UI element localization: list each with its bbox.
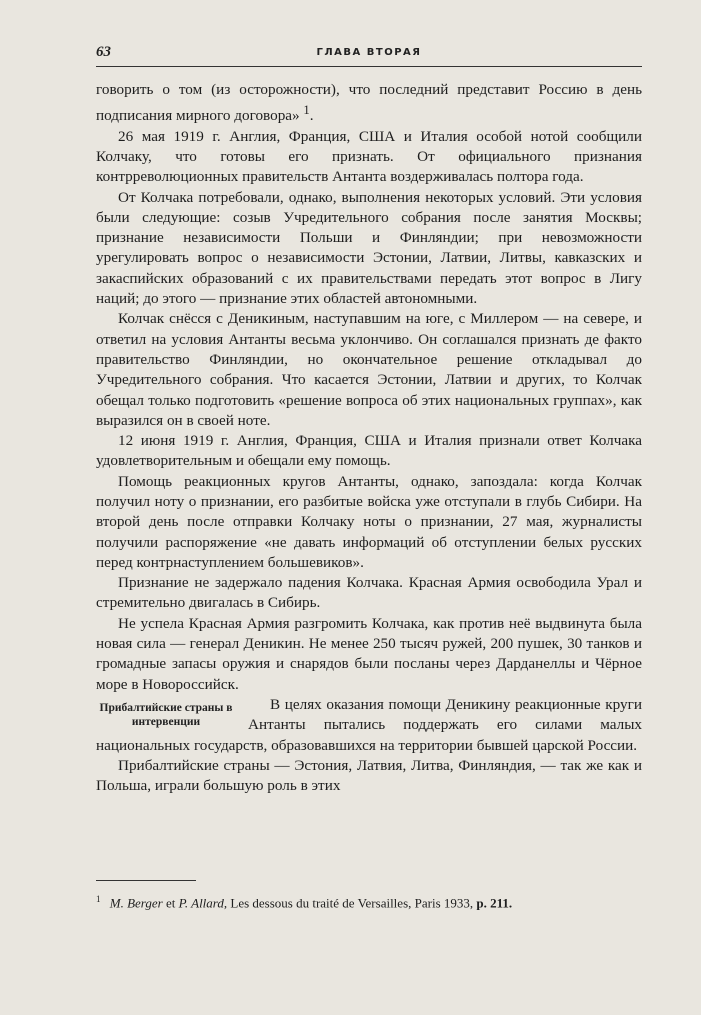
footnote-title: Les dessous du traité de Versailles, Paris 1933, — [230, 895, 474, 911]
paragraph: Не успела Красная Армия разгромить Колчака, как против неё выдвинута была новая сила — генерал Деникин. Не менее 250 тысяч ружей, 200 пушек, 30 танков и громадные запасы оружия и снарядов были посланы через Дарданеллы и Чёрное море в Новороссийск. — [96, 614, 642, 693]
paragraph: От Колчака потребовали, однако, выполнения некоторых условий. Эти условия были следующие: созыв Учредительного собрания после занятия Москвы; признание независимости Польши и Финляндии; при невозможности урегулировать вопрос о независимости Эстонии, Латвии, Литвы, кавказских и закаспийских образований с их правительствами передать этот вопрос в Лигу наций; до этого — признание этих областей автономными. — [96, 188, 642, 308]
footnote — [96, 890, 642, 912]
paragraph: 12 июня 1919 г. Англия, Франция, США и Италия признали ответ Колчака удовлетворительным и обещали ему помощь. — [96, 432, 642, 470]
paragraph: Помощь реакционных кругов Антанты, однако, запоздала: когда Колчак получил ноту о признании, его разбитые войска уже отступали в глубь Сибири. На второй день после отправки Колчаку ноты о признании, 27 мая, журналисты получили распоряжение «не давать информаций об отступлении белых русских перед контрнаступлением большевиков». — [96, 472, 642, 571]
paragraph-end: . — [309, 107, 314, 125]
paragraph: Признание не задержало падения Колчака. Красная Армия освободила Урал и стремительно двигалась в Сибирь. — [96, 574, 642, 612]
footnote-conjunction: et — [165, 895, 176, 911]
footnote-author: P. Allard, — [178, 895, 228, 911]
sidenote-section — [96, 695, 642, 756]
paragraph: Прибалтийские страны — Эстония, Латвия, Литва, Финляндия, — так же как и Польша, играли большую роль в этих — [96, 756, 642, 795]
footnote-mark: 1 — [96, 894, 101, 904]
paragraph: Колчак снёсся с Деникиным, наступавшим на юге, с Миллером — на севере, и ответил на условия Антанты весьма уклончиво. Он соглашался признать де факто правительство Финляндии, но окончательное решение откладывал до Учредительного собрания. Что касается Эстонии, Латвии и других, то Колчак обещал только подготовить «решение вопроса об этих национальных группах», как выразился он в своей ноте. — [96, 310, 642, 429]
paragraph: 26 мая 1919 г. Англия, Франция, США и Италия особой нотой сообщили Колчаку, что готовы его признать. От официального признания контрреволюционных правительств Антанта воздерживалась полтора года. — [96, 127, 642, 186]
page-header — [96, 44, 642, 66]
footnote-author: M. Berger — [109, 895, 163, 911]
chapter-title: ГЛАВА ВТОРАЯ — [316, 47, 422, 58]
footnote-rule — [96, 880, 196, 881]
paragraph: В целях оказания помощи Деникину реакционные круги Антанты пытались поддержать его силами малых национальных государств, образовавшихся на территории бывшей царской России. — [96, 695, 642, 754]
footnote-pages: p. 211. — [476, 895, 513, 911]
paragraph — [96, 80, 642, 127]
page-number: 63 — [96, 44, 111, 60]
header-rule — [96, 66, 642, 67]
footnote-ref: 1 — [303, 103, 310, 118]
paragraph-text: говорить о том (из осторожности), что последний представит Россию в день подписания мирного договора» — [96, 81, 642, 125]
margin-heading: Прибалтийские страны в интервенции — [99, 701, 233, 728]
main-text — [96, 80, 642, 796]
